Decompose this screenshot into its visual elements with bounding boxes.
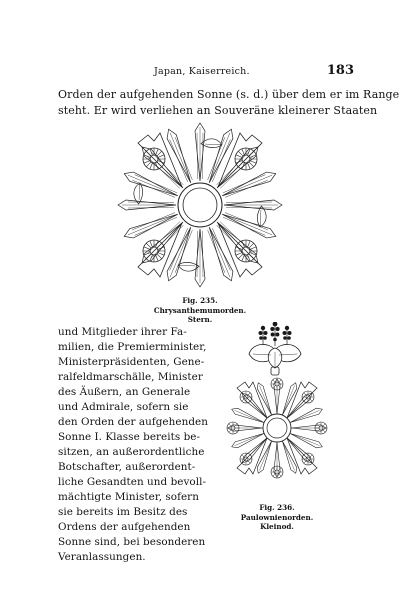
column-line: Botschafter, außerordent-	[58, 461, 196, 473]
caption-line: Stern.	[187, 315, 213, 324]
column-line: Sonne sind, bei besonderen	[58, 536, 206, 548]
page-header	[58, 63, 354, 80]
figure-236-caption	[222, 503, 332, 532]
column-line: milien, die Premierminister,	[58, 341, 207, 353]
paulownia-badge-figure	[215, 322, 339, 498]
caption-line: Fig. 235.	[182, 296, 218, 305]
column-line: Ordens der aufgehenden	[58, 521, 191, 533]
intro-line-1: Orden der aufgehenden Sonne (s. d.) über dem er im Range	[58, 88, 400, 101]
column-line: mächtigte Minister, sofern	[58, 491, 199, 503]
intro-line-2: steht. Er wird verliehen an Souveräne kleinerer Staaten	[58, 104, 378, 117]
column-line: den Orden der aufgehenden	[58, 416, 208, 428]
caption-line: Paulownienorden.	[240, 512, 314, 522]
column-line: sitzen, an außerordentliche	[58, 446, 205, 458]
column-line: sie bereits im Besitz des	[58, 506, 188, 518]
caption-line: Chrysanthemumorden.	[153, 305, 247, 315]
column-line: Sonne I. Klasse bereits be-	[58, 431, 201, 443]
column-line: des Äußern, an Generale	[58, 386, 191, 398]
column-line: ralfeldmarschälle, Minister	[58, 371, 203, 383]
caption-line: Fig. 236.	[259, 503, 295, 512]
column-line: Ministerpräsidenten, Gene-	[58, 356, 205, 368]
column-line: liche Gesandten und bevoll-	[58, 476, 207, 488]
column-line: Veranlassungen.	[58, 551, 146, 563]
caption-line: Kleinod.	[260, 522, 294, 531]
column-line: und Mitglieder ihrer Fa-	[58, 326, 187, 338]
column-line: und Admirale, sofern sie	[58, 401, 189, 413]
chrysanthemum-star-figure	[95, 118, 305, 296]
running-title: Japan, Kaiserreich.	[154, 66, 250, 77]
figure-235-caption	[135, 296, 265, 325]
page-number: 183	[326, 63, 354, 78]
